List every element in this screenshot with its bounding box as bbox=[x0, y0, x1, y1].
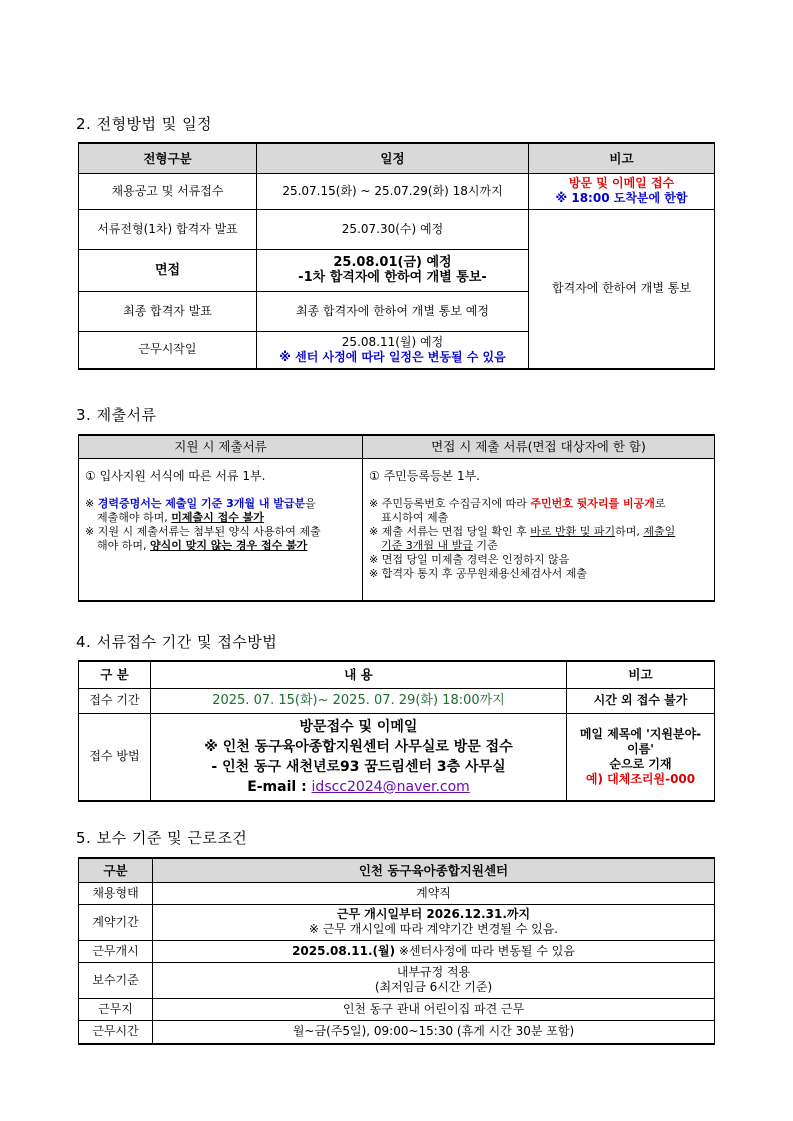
pay-note: (최저임금 6시간 기준) bbox=[374, 980, 493, 994]
table-row bbox=[79, 882, 715, 904]
remark-deadline: ※ 18:00 도착분에 한함 bbox=[555, 191, 688, 205]
col-header-remark: 비고 bbox=[567, 661, 715, 688]
col-header-category: 구분 bbox=[79, 858, 153, 882]
email-label: E-mail : bbox=[247, 778, 312, 795]
row-label: 근무개시 bbox=[79, 940, 153, 962]
table-row bbox=[79, 209, 715, 249]
email-link[interactable]: idscc2024@naver.com bbox=[311, 778, 470, 795]
submission-table bbox=[78, 660, 715, 802]
table-row bbox=[79, 962, 715, 998]
table-row bbox=[79, 688, 715, 713]
contract-note: ※ 근무 개시일에 따라 계약기간 변경될 수 있음. bbox=[308, 922, 559, 936]
note-text: 을 bbox=[305, 496, 316, 510]
apply-docs-cell bbox=[79, 458, 363, 601]
note-text: ※ 주민등록번호 수집금지에 따라 bbox=[369, 496, 531, 510]
row-label: 근무지 bbox=[79, 998, 153, 1020]
row-schedule: 25.07.15(화) ~ 25.07.29(화) 18시까지 bbox=[257, 173, 529, 209]
section5-heading: 5. 보수 기준 및 근로조건 bbox=[76, 829, 248, 847]
interview-note: -1차 합격자에 한하여 개별 통보- bbox=[298, 270, 487, 285]
documents-table bbox=[78, 434, 715, 602]
row-label: 보수기준 bbox=[79, 962, 153, 998]
table-row bbox=[79, 173, 715, 209]
note-text: 표시하여 제출 bbox=[381, 510, 449, 524]
col-header-interview-docs: 면접 시 제출 서류(면접 대상자에 한 함) bbox=[363, 435, 715, 458]
note-text: ※ 합격자 통지 후 공무원채용신체검사서 제출 bbox=[369, 566, 587, 580]
workplace: 인천 동구 관내 어린이집 파견 근무 bbox=[153, 998, 715, 1020]
interview-date: 25.08.01(금) 예정 bbox=[333, 255, 452, 270]
mail-note: 순으로 기재 bbox=[609, 756, 672, 771]
col-header-remark: 비고 bbox=[529, 143, 715, 173]
note-text: ※ 면접 당일 미제출 경력은 인정하지 않음 bbox=[369, 552, 570, 566]
table-row bbox=[79, 713, 715, 801]
table-row bbox=[79, 904, 715, 940]
submission-table-wrap bbox=[78, 660, 714, 802]
note-text: ※ 제출 서류는 면접 당일 확인 후 bbox=[369, 524, 531, 538]
period-remark: 시간 외 접수 불가 bbox=[567, 688, 715, 713]
note-text: 하며, bbox=[615, 524, 644, 538]
start-date-note: ※ 센터 사정에 따라 일정은 변동될 수 있음 bbox=[279, 349, 506, 364]
section4-heading: 4. 서류접수 기간 및 접수방법 bbox=[76, 633, 278, 651]
row-label: 서류전형(1차) 합격자 발표 bbox=[79, 209, 257, 249]
documents-table-wrap bbox=[78, 434, 714, 602]
row-label: 근무시작일 bbox=[79, 331, 257, 369]
apply-item-1: ① 입사지원 서식에 따른 서류 1부. bbox=[85, 468, 266, 483]
row-label: 접수 기간 bbox=[79, 688, 151, 713]
employment-type: 계약직 bbox=[153, 882, 715, 904]
note-text: 로 bbox=[654, 496, 666, 510]
note-text: 해야 하며, bbox=[97, 538, 150, 552]
method-title: 방문접수 및 이메일 bbox=[299, 718, 418, 735]
note-text: 기준 bbox=[472, 538, 498, 552]
contract-period: 근무 개시일부터 2026.12.31.까지 bbox=[336, 907, 531, 921]
row-label: 면접 bbox=[79, 249, 257, 291]
form-warning: 양식이 맞지 않는 경우 접수 불가 bbox=[150, 538, 308, 552]
col-header-center: 인천 동구육아종합지원센터 bbox=[153, 858, 715, 882]
row-label: 최종 합격자 발표 bbox=[79, 291, 257, 331]
conditions-table bbox=[78, 857, 715, 1045]
row-label: 채용형태 bbox=[79, 882, 153, 904]
mail-example: 예) 대체조리원-000 bbox=[585, 771, 696, 786]
cert-note: 경력증명서는 제출일 기준 3개월 내 발급분 bbox=[97, 496, 306, 510]
schedule-table bbox=[78, 142, 715, 370]
return-note: 바로 반환 및 파기 bbox=[530, 524, 616, 538]
id-note: 주민번호 뒷자리를 비공개 bbox=[530, 496, 655, 510]
col-header-type: 전형구분 bbox=[79, 143, 257, 173]
merged-remark: 합격자에 한하여 개별 통보 bbox=[529, 209, 715, 369]
table-row bbox=[79, 1020, 715, 1044]
row-label: 접수 방법 bbox=[79, 713, 151, 801]
row-label: 근무시간 bbox=[79, 1020, 153, 1044]
col-header-category: 구 분 bbox=[79, 661, 151, 688]
row-label: 계약기간 bbox=[79, 904, 153, 940]
schedule-table-wrap bbox=[78, 142, 714, 370]
interview-docs-cell bbox=[363, 458, 715, 601]
col-header-apply-docs: 지원 시 제출서류 bbox=[79, 435, 363, 458]
col-header-content: 내 용 bbox=[151, 661, 567, 688]
table-row bbox=[79, 940, 715, 962]
interview-item-1: ① 주민등록등본 1부. bbox=[369, 468, 480, 483]
note-mark: ※ bbox=[85, 496, 98, 510]
start-date: 2025.08.11.(월) bbox=[292, 943, 396, 958]
section2-heading: 2. 전형방법 및 일정 bbox=[76, 115, 213, 133]
start-date: 25.08.11(월) 예정 bbox=[341, 334, 444, 349]
method-visit: ※ 인천 동구육아종합지원센터 사무실로 방문 접수 bbox=[204, 738, 513, 755]
start-note: ※센터사정에 따라 변동될 수 있음 bbox=[395, 943, 575, 958]
mail-note: 메일 제목에 '지원분야- bbox=[579, 726, 702, 741]
pay-standard: 내부규정 적용 bbox=[396, 965, 471, 979]
section3-heading: 3. 제출서류 bbox=[76, 406, 157, 424]
remark-visit-email: 방문 및 이메일 접수 bbox=[568, 176, 675, 190]
note-text: 제출일 bbox=[643, 524, 676, 538]
note-text: 제출해야 하며, bbox=[97, 510, 172, 524]
cert-warning: 미제출시 접수 불가 bbox=[171, 510, 264, 524]
conditions-table-wrap bbox=[78, 857, 714, 1045]
submission-period: 2025. 07. 15(화)~ 2025. 07. 29(화) 18:00까지 bbox=[151, 688, 567, 713]
row-label: 채용공고 및 서류접수 bbox=[79, 173, 257, 209]
row-schedule: 25.07.30(수) 예정 bbox=[257, 209, 529, 249]
work-hours: 월~금(주5일), 09:00~15:30 (휴게 시간 30분 포함) bbox=[153, 1020, 715, 1044]
col-header-schedule: 일정 bbox=[257, 143, 529, 173]
note-text: 기준 3개월 내 발급 bbox=[381, 538, 473, 552]
row-schedule: 최종 합격자에 한하여 개별 통보 예정 bbox=[257, 291, 529, 331]
table-row bbox=[79, 998, 715, 1020]
mail-note: 이름' bbox=[627, 741, 654, 756]
note-text: ※ 지원 시 제출서류는 첨부된 양식 사용하여 제출 bbox=[85, 524, 321, 538]
method-address: - 인천 동구 새천년로93 꿈드림센터 3층 사무실 bbox=[211, 758, 506, 775]
